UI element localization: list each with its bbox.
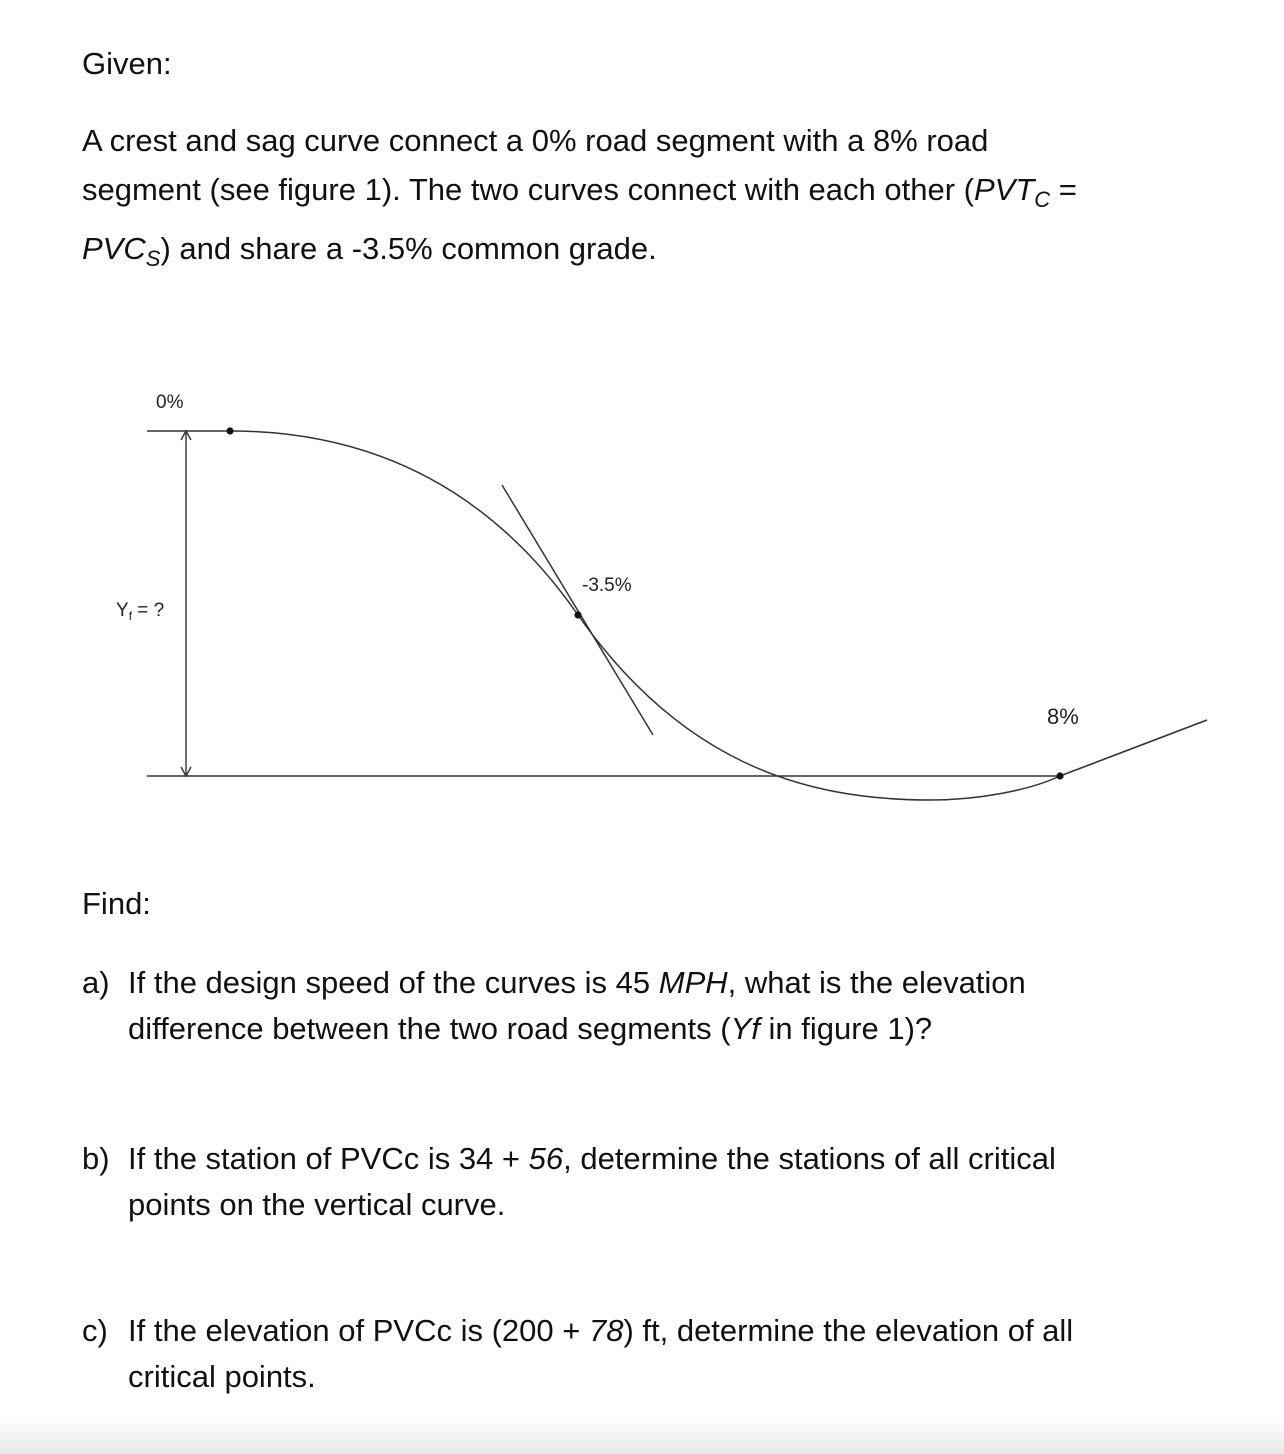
statement-line-2-text: segment (see figure 1). The two curves connect with each other (: [82, 172, 974, 207]
statement-line-2: [82, 165, 1232, 224]
question-b: [82, 1136, 1242, 1228]
pvc-subscript: S: [145, 246, 161, 272]
elevation-italic: 78: [588, 1313, 624, 1348]
top-grade-label: 0%: [156, 392, 184, 413]
statement-line-3-text: ) and share a -3.5% common grade.: [160, 231, 657, 267]
mph-unit: MPH: [658, 965, 728, 1000]
right-grade-label: 8%: [1047, 704, 1079, 729]
sag-curve: [578, 615, 1060, 800]
question-c: [82, 1308, 1242, 1400]
pvt-crest-pvc-sag-point: [574, 611, 581, 618]
given-heading: Given:: [82, 46, 172, 81]
question-a: [82, 960, 1242, 1052]
question-b-letter: b): [82, 1141, 110, 1176]
pvt-term: $PVT_C$: [973, 172, 1051, 213]
statement-line-3: [82, 224, 1232, 283]
common-grade-tangent: [502, 485, 653, 735]
pvc-term: $PVC_S$: [82, 231, 161, 272]
vertical-curve-figure: [0, 360, 1284, 840]
statement-line-2-equals: =: [1050, 172, 1077, 207]
problem-statement: [82, 116, 1232, 283]
eight-percent-tangent: [1060, 720, 1207, 776]
find-heading: Find:: [82, 886, 151, 921]
station-italic: 56: [528, 1141, 564, 1176]
question-a-letter: a): [82, 965, 110, 1000]
pvt-subscript: C: [1034, 187, 1051, 213]
question-b-text: If the station of PVCc is 34 + 56, determine the stations of all critical points on the vertical curve.: [128, 1141, 1056, 1222]
question-c-letter: c): [82, 1313, 108, 1348]
yf-term: Yf: [730, 1011, 760, 1046]
pvc-crest-point: [226, 427, 233, 434]
bottom-shadow: [0, 1418, 1284, 1454]
pvt-sag-point: [1056, 772, 1063, 779]
question-c-text: If the elevation of PVCc is (200 + 78) ft, determine the elevation of all critical points.: [128, 1313, 1074, 1394]
question-a-text: If the design speed of the curves is 45 MPH, what is the elevation difference between the two road segments (Yf in figure 1)?: [128, 965, 1026, 1046]
common-grade-label: -3.5%: [582, 575, 632, 596]
yf-label: $Y_f$ = ?: [116, 600, 165, 623]
statement-line-1: A crest and sag curve connect a 0% road segment with a 8% road: [82, 123, 989, 158]
